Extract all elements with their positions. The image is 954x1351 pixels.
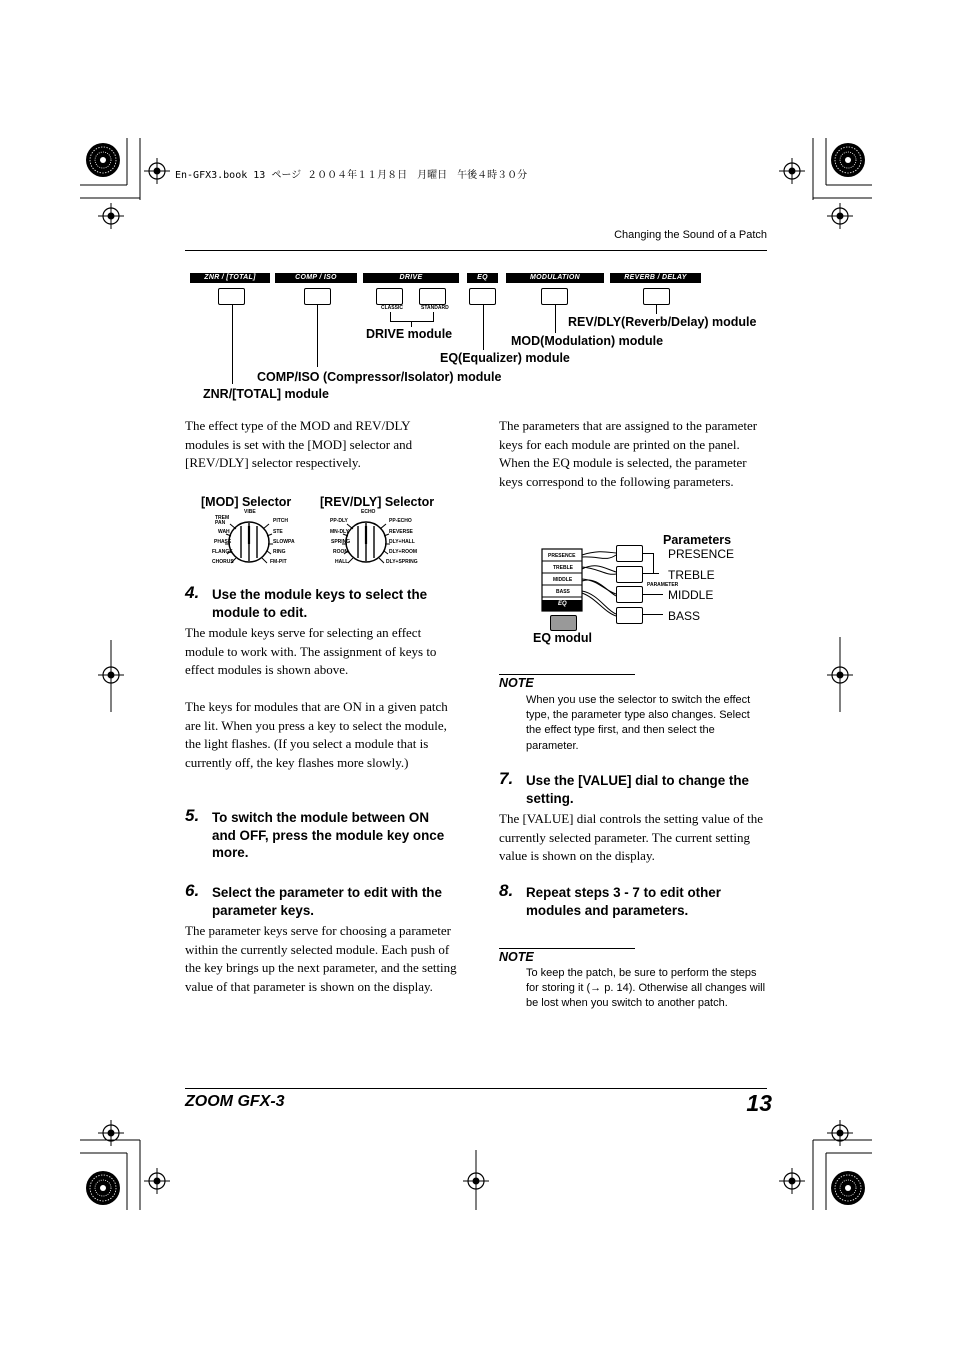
param-leader-bracket xyxy=(653,553,654,573)
eq-panel-eq: EQ xyxy=(558,601,567,607)
drive-classic-tag: CLASSIC xyxy=(381,305,403,311)
step-7-title: Use the [VALUE] dial to change the setting. xyxy=(526,773,749,806)
rev-dial-top: ECHO xyxy=(361,509,376,515)
callout-drive: DRIVE module xyxy=(366,327,453,341)
mod-dial-left-3: PHASE xyxy=(214,539,232,545)
callout-mod: MOD(Modulation) module xyxy=(511,334,664,348)
rev-dial-right-2: REVERSE xyxy=(389,529,413,535)
step-4-number: 4. xyxy=(185,583,200,602)
eq-panel-treble: TREBLE xyxy=(553,565,573,571)
header-rule xyxy=(185,250,767,251)
callout-znr: ZNR/[TOTAL] module xyxy=(203,387,329,401)
mod-leader xyxy=(555,304,556,333)
step-7-body: The [VALUE] dial controls the setting value of the currently selected parameter. The current setting value is shown on the display. xyxy=(499,811,764,864)
step-4-body-1: The module keys serve for selecting an effect module to work with. The assignment of keys to effect modules is shown above. xyxy=(185,625,437,678)
mod-dial-top: VIBE xyxy=(244,509,256,515)
parameter-key-middle[interactable] xyxy=(616,586,643,603)
parameter-key-presence[interactable] xyxy=(616,545,643,562)
param-treble: TREBLE xyxy=(668,568,715,582)
eq-modul-label: EQ modul xyxy=(533,631,593,645)
right-intro-paragraph: The parameters that are assigned to the parameter keys for each module are printed on the panel. When the EQ module is selected, the parameter keys correspond to the following parameters. xyxy=(499,418,758,489)
mod-dial-right-5: FM-PIT xyxy=(270,559,287,565)
footer-product: ZOOM GFX-3 xyxy=(185,1093,285,1110)
eq-leader xyxy=(483,304,484,350)
rev-dial-left-3: SPRING xyxy=(331,539,351,545)
parameters-label: Parameters xyxy=(663,533,732,547)
drive-standard-tag: STANDARD xyxy=(421,305,449,311)
module-label-znr: ZNR / [TOTAL] xyxy=(190,273,270,283)
rev-dly-selector-label: [REV/DLY] Selector xyxy=(320,495,435,509)
note-2-rule xyxy=(499,948,635,949)
step-4-body-2: The keys for modules that are ON in a given patch are lit. When you press a key to select the module, the light flashes. (If you select a module that is currently off, the key flashes more slowly.) xyxy=(185,699,448,770)
footer-rule xyxy=(185,1088,767,1089)
param-leader-treble xyxy=(643,573,659,574)
eq-panel-presence: PRESENCE xyxy=(548,553,576,559)
rev-dial-left-5: HALL xyxy=(335,559,349,565)
note-1-rule xyxy=(499,674,635,675)
drive-standard-key[interactable] xyxy=(419,288,446,305)
step-7-number: 7. xyxy=(499,769,514,788)
parameter-tag: PARAMETER xyxy=(647,582,679,588)
mod-dial-left-2: WAH xyxy=(218,529,230,535)
param-leader-presence xyxy=(643,553,653,554)
drive-leader-b xyxy=(433,312,434,322)
intro-paragraph: The effect type of the MOD and REV/DLY modules is set with the [MOD] selector and [REV/DLY] selector respectively. xyxy=(185,418,413,471)
note-1-text: When you use the selector to switch the effect type, the parameter type also changes. Select the effect type first, and then select the parameter. xyxy=(526,694,751,752)
parameter-key-bass[interactable] xyxy=(616,607,643,624)
mod-dial-left-4: FLANGE xyxy=(212,549,233,555)
mod-dial-right-1: PITCH xyxy=(273,518,288,524)
module-label-modulation: MODULATION xyxy=(506,273,604,283)
mod-dial-right-3: SLOWPA xyxy=(273,539,295,545)
module-label-comp-iso: COMP / ISO xyxy=(275,273,357,283)
step-5-title: To switch the module between ON and OFF, press the module key once more. xyxy=(212,810,445,860)
mod-module-key[interactable] xyxy=(541,288,568,305)
mod-dial-left-5: CHORUS xyxy=(212,559,234,565)
znr-leader xyxy=(232,304,233,384)
rev-dial-right-3: DLY+HALL xyxy=(389,539,415,545)
rev-dial-right-4: DLY+ROOM xyxy=(389,549,418,555)
note-1-label: NOTE xyxy=(499,676,534,690)
page-number: 13 xyxy=(746,1090,772,1116)
step-5-number: 5. xyxy=(185,806,200,825)
file-info: En-GFX3.book 13 ページ ２００４年１１月８日 月曜日 午後４時３０分 xyxy=(175,170,528,181)
mod-dial-left-1: TREM PAN xyxy=(215,515,230,526)
drive-classic-key[interactable] xyxy=(376,288,403,305)
param-leader-middle xyxy=(643,594,663,595)
module-label-reverb-delay: REVERB / DELAY xyxy=(610,273,701,283)
mod-selector-label: [MOD] Selector xyxy=(201,495,292,509)
eq-module-key[interactable] xyxy=(469,288,496,305)
rev-leader xyxy=(656,304,657,314)
callout-eq: EQ(Equalizer) module xyxy=(440,351,570,365)
step-6-title: Select the parameter to edit with the parameter keys. xyxy=(212,885,442,918)
module-label-drive: DRIVE xyxy=(363,273,459,283)
note-2-label: NOTE xyxy=(499,950,534,964)
step-8-number: 8. xyxy=(499,881,514,900)
callout-comp-iso: COMP/ISO (Compressor/Isolator) module xyxy=(257,370,502,384)
note-2-text: To keep the patch, be sure to perform the steps for storing it (→ p. 14). Otherwise all changes will be lost when you switch to another patch. xyxy=(526,967,766,1010)
eq-module-key-lit[interactable] xyxy=(550,615,577,631)
eq-panel-middle: MIDDLE xyxy=(553,577,573,583)
step-6-number: 6. xyxy=(185,881,200,900)
mod-dial-right-2: STE xyxy=(273,529,283,535)
param-bass: BASS xyxy=(668,609,701,623)
comp-iso-module-key[interactable] xyxy=(304,288,331,305)
step-4-title: Use the module keys to select the module to edit. xyxy=(212,587,428,620)
callout-rev-dly: REV/DLY(Reverb/Delay) module xyxy=(568,315,757,329)
section-title: Changing the Sound of a Patch xyxy=(614,229,767,241)
rev-dial-left-1: PP-DLY xyxy=(330,518,348,524)
param-presence: PRESENCE xyxy=(668,547,735,561)
param-leader-bass xyxy=(643,614,663,615)
parameter-key-treble[interactable] xyxy=(616,566,643,583)
rev-dial-right-5: DLY+SPRING xyxy=(386,559,418,565)
rev-dial-left-2: MN-DLY xyxy=(330,529,349,535)
param-middle: MIDDLE xyxy=(668,588,714,602)
module-label-eq: EQ xyxy=(467,273,498,283)
comp-leader xyxy=(317,304,318,367)
rev-dial-left-4: ROOM xyxy=(333,549,349,555)
rev-dly-module-key[interactable] xyxy=(643,288,670,305)
mod-dial-right-4: RING xyxy=(273,549,286,555)
znr-module-key[interactable] xyxy=(218,288,245,305)
step-6-body: The parameter keys serve for choosing a parameter within the currently selected module. Each push of the key brings up the next parameter, and the setting value of that parameter is shown on the display. xyxy=(185,923,457,994)
eq-panel-bass: BASS xyxy=(556,589,570,595)
rev-dial-right-1: PP-ECHO xyxy=(389,518,412,524)
step-8-title: Repeat steps 3 - 7 to edit other modules and parameters. xyxy=(526,885,721,918)
